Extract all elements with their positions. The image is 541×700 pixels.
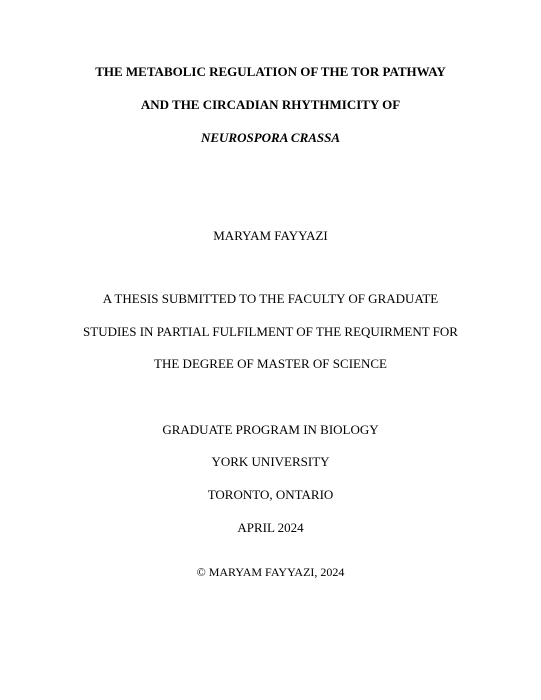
- thesis-title-line-2: AND THE CIRCADIAN RHYTHMICITY OF: [140, 97, 401, 112]
- submission-statement-line-2: STUDIES IN PARTIAL FULFILMENT OF THE REQUIRMENT FOR: [83, 324, 458, 339]
- copyright-notice: © MARYAM FAYYAZI, 2024: [196, 565, 345, 579]
- location: TORONTO, ONTARIO: [207, 487, 334, 502]
- graduate-program: GRADUATE PROGRAM IN BIOLOGY: [162, 422, 379, 437]
- submission-date: APRIL 2024: [237, 520, 304, 535]
- submission-statement-line-1: A THESIS SUBMITTED TO THE FACULTY OF GRADUATE: [102, 291, 439, 306]
- submission-statement-line-3: THE DEGREE OF MASTER OF SCIENCE: [154, 356, 387, 371]
- thesis-title-line-3: NEUROSPORA CRASSA: [200, 130, 341, 145]
- university-name: YORK UNIVERSITY: [211, 454, 330, 469]
- thesis-title-line-1: THE METABOLIC REGULATION OF THE TOR PATHWAY: [95, 64, 446, 79]
- author-name: MARYAM FAYYAZI: [213, 228, 328, 243]
